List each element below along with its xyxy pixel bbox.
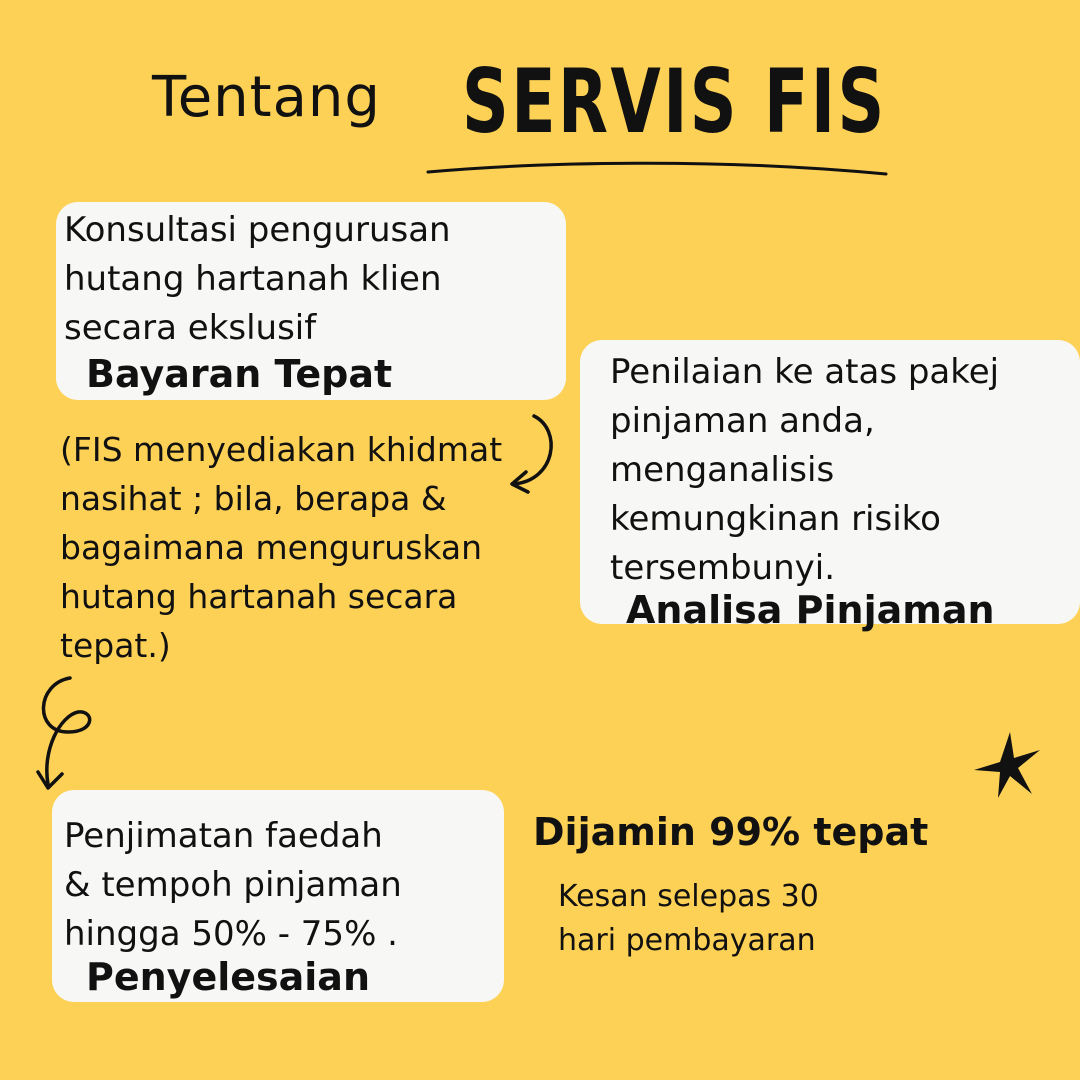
sparkle-star-icon [970,728,1046,804]
service-note: (FIS menyediakan khidmat nasihat ; bila, berapa & bagaimana menguruskan hutang hartanah secara tepat.) [60,430,503,665]
loop-arrow-icon [30,672,110,802]
title-brand: SERVIS FIS [462,50,887,153]
card-analisa-description: Penilaian ke atas pakej pinjaman anda, menganalisis kemungkinan risiko tersembunyi. [610,352,1000,588]
guarantee-headline: Dijamin 99% tepat [533,810,929,854]
card-penyelesaian-description: Penjimatan faedah & tempoh pinjaman hingga 50% - 75% . [64,816,402,954]
card-analisa-heading: Analisa Pinjaman [626,588,995,632]
title-prefix: Tentang [152,65,381,130]
card-penyelesaian-heading: Penyelesaian [86,955,370,999]
title-underline [420,150,900,190]
card-bayaran-heading: Bayaran Tepat [86,352,393,396]
card-bayaran-description: Konsultasi pengurusan hutang hartanah klien secara ekslusif [64,210,451,348]
curved-arrow-icon [500,408,570,498]
guarantee-detail: Kesan selepas 30 hari pembayaran [558,879,819,958]
